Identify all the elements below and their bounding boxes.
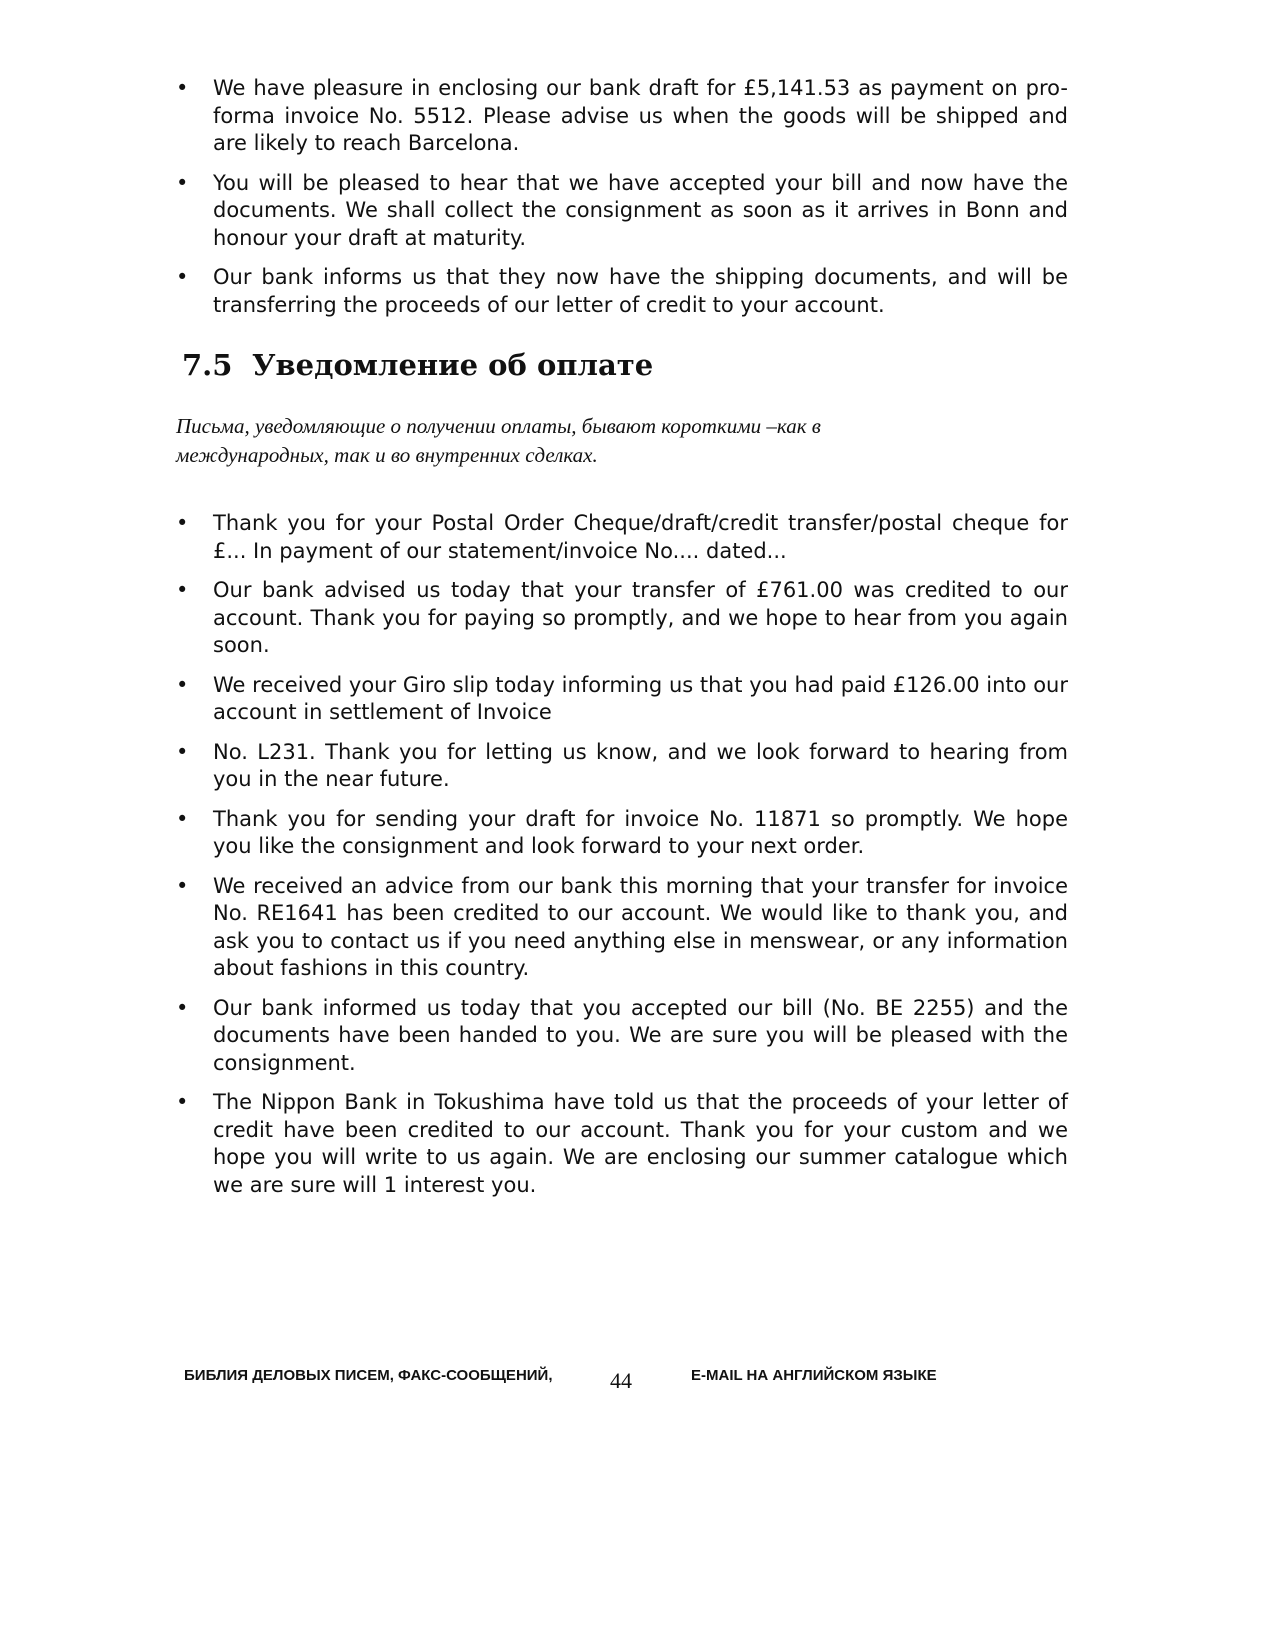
- list-item: [176, 739, 1068, 794]
- list-item-text: No. L231. Thank you for letting us know, and we look forward to hearing from you in the near future.: [213, 739, 1068, 791]
- list-item: [176, 577, 1068, 660]
- top-bullet-list: [176, 75, 1068, 331]
- list-item-text: You will be pleased to hear that we have accepted your bill and now have the documents. We shall collect the consignment as soon as it arrives in Bonn and honour your draft at maturity.: [213, 170, 1068, 250]
- list-item: [176, 806, 1068, 861]
- list-item: [176, 1089, 1068, 1199]
- section-heading: [182, 347, 653, 383]
- list-item: [176, 510, 1068, 565]
- bullet-icon: •: [176, 265, 189, 289]
- bullet-icon: •: [176, 578, 189, 602]
- list-item-text: Our bank advised us today that your transfer of £761.00 was credited to our account. Thank you for paying so promptly, and we hope to hear from you again soon.: [213, 578, 1068, 657]
- list-item-text: Thank you for sending your draft for invoice No. 11871 so promptly. We hope you like the consignment and look forward to your next order.: [213, 806, 1068, 858]
- bullet-icon: •: [176, 511, 189, 535]
- bullet-icon: •: [176, 873, 189, 898]
- list-item-text: We have pleasure in enclosing our bank draft for £5,141.53 as payment on pro-forma invoice No. 5512. Please advise us when the goods will be shipped and are likely to reach Barcelona.: [213, 76, 1068, 155]
- section-number: 7.5: [182, 348, 233, 382]
- list-item-text: Our bank informs us that they now have the shipping documents, and will be transferring the proceeds of our letter of credit to your account.: [213, 265, 1068, 317]
- section-title: Уведомление об оплате: [252, 348, 654, 382]
- bullet-icon: •: [176, 1090, 189, 1114]
- list-item: [176, 995, 1068, 1078]
- list-item-text: Thank you for your Postal Order Cheque/draft/credit transfer/postal cheque for £... In payment of our statement/invoice No.... dated...: [213, 511, 1068, 563]
- list-item: [176, 873, 1068, 983]
- list-item: [176, 264, 1068, 319]
- list-item: [176, 75, 1068, 158]
- list-item-text: We received your Giro slip today informing us that you had paid £126.00 into our account in settlement of Invoice: [213, 672, 1068, 724]
- list-item-text: The Nippon Bank in Tokushima have told us that the proceeds of your letter of credit have been credited to our account. Thank you for your custom and we hope you will write to us again. We are enclosing our summer catalogue which we are sure will 1 interest you.: [213, 1090, 1068, 1197]
- main-bullet-list: [176, 510, 1068, 1211]
- footer-book-title-left: БИБЛИЯ ДЕЛОВЫХ ПИСЕМ, ФАКС-СООБЩЕНИЙ,: [184, 1367, 553, 1384]
- page-number: 44: [610, 1368, 632, 1393]
- bullet-icon: •: [176, 806, 189, 831]
- bullet-icon: •: [176, 739, 189, 764]
- bullet-icon: •: [176, 995, 189, 1020]
- footer-book-title-right: E-MAIL НА АНГЛИЙСКОМ ЯЗЫКЕ: [691, 1367, 937, 1384]
- list-item-text: We received an advice from our bank this morning that your transfer for invoice No. RE1641 has been credited to our account. We would like to thank you, and ask you to contact us if you need anything else in menswear, or any information about fashions in this country.: [213, 873, 1068, 980]
- bullet-icon: •: [176, 672, 189, 697]
- list-item: [176, 672, 1068, 727]
- bullet-icon: •: [176, 170, 189, 195]
- bullet-icon: •: [176, 76, 189, 100]
- list-item-text: Our bank informed us today that you accepted our bill (No. BE 2255) and the documents have been handed to you. We are sure you will be pleased with the consignment.: [213, 995, 1068, 1075]
- list-item: [176, 170, 1068, 253]
- section-intro: Письма, уведомляющие о получении оплаты, бывают короткими –как в международных, так и во внутренних сделках.: [176, 414, 821, 467]
